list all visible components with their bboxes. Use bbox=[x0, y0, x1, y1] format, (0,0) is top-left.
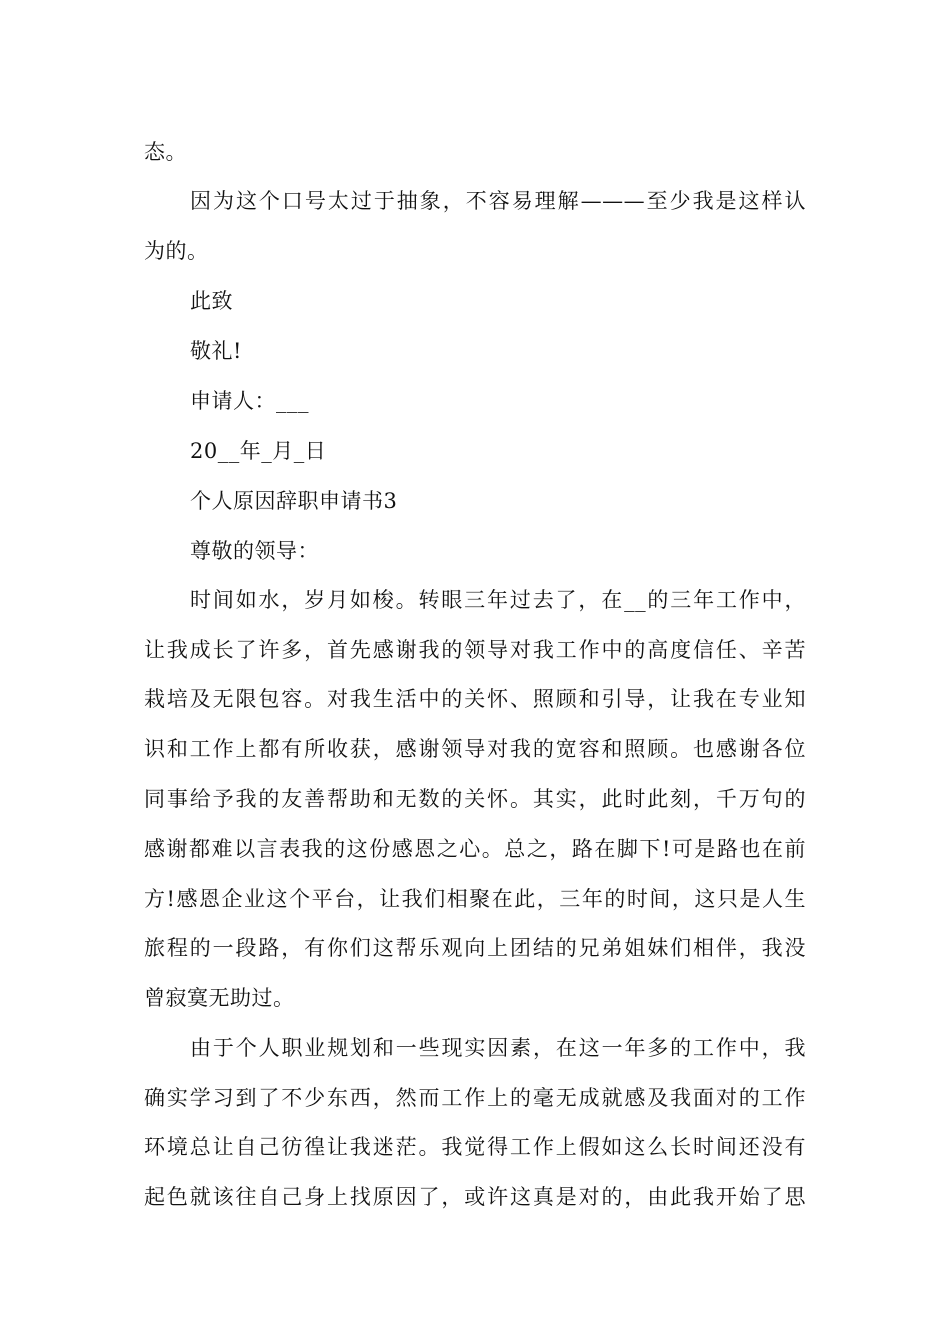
paragraph-line: 起色就该往自己身上找原因了，或许这真是对的，由此我开始了思 bbox=[144, 1185, 806, 1209]
greeting-line: 尊敬的领导： bbox=[190, 539, 319, 563]
paragraph-line: 因为这个口号太过于抽象，不容易理解———至少我是这样认 bbox=[190, 189, 806, 213]
paragraph-line: 旅程的一段路，有你们这帮乐观向上团结的兄弟姐妹们相伴，我没 bbox=[144, 936, 806, 960]
paragraph-line: 为的。 bbox=[144, 239, 209, 263]
paragraph-line: 栽培及无限包容。对我生活中的关怀、照顾和引导，让我在专业知 bbox=[144, 687, 806, 711]
closing-line: 此致 bbox=[190, 289, 233, 313]
paragraph-line: 让我成长了许多，首先感谢我的领导对我工作中的高度信任、辛苦 bbox=[144, 638, 806, 662]
paragraph-line: 确实学习到了不少东西，然而工作上的毫无成就感及我面对的工作 bbox=[144, 1086, 806, 1110]
salutation-line: 敬礼! bbox=[190, 339, 242, 363]
date-line: 20__年_月_日 bbox=[190, 439, 327, 463]
paragraph-line: 感谢都难以言表我的这份感恩之心。总之，路在脚下!可是路也在前 bbox=[144, 837, 806, 861]
section-title: 个人原因辞职申请书3 bbox=[190, 489, 398, 513]
paragraph-line: 环境总让自己彷徨让我迷茫。我觉得工作上假如这么长时间还没有 bbox=[144, 1135, 806, 1159]
paragraph-line: 由于个人职业规划和一些现实因素，在这一年多的工作中，我 bbox=[190, 1036, 806, 1060]
paragraph-line: 识和工作上都有所收获，感谢领导对我的宽容和照顾。也感谢各位 bbox=[144, 737, 806, 761]
paragraph-line: 同事给予我的友善帮助和无数的关怀。其实，此时此刻，千万句的 bbox=[144, 787, 806, 811]
applicant-line: 申请人：___ bbox=[190, 389, 309, 413]
paragraph-line: 方!感恩企业这个平台，让我们相聚在此，三年的时间，这只是人生 bbox=[144, 887, 806, 911]
text-line: 态。 bbox=[144, 140, 187, 164]
paragraph-line: 时间如水，岁月如梭。转眼三年过去了，在__的三年工作中， bbox=[190, 588, 806, 612]
paragraph-line: 曾寂寞无助过。 bbox=[144, 986, 295, 1010]
